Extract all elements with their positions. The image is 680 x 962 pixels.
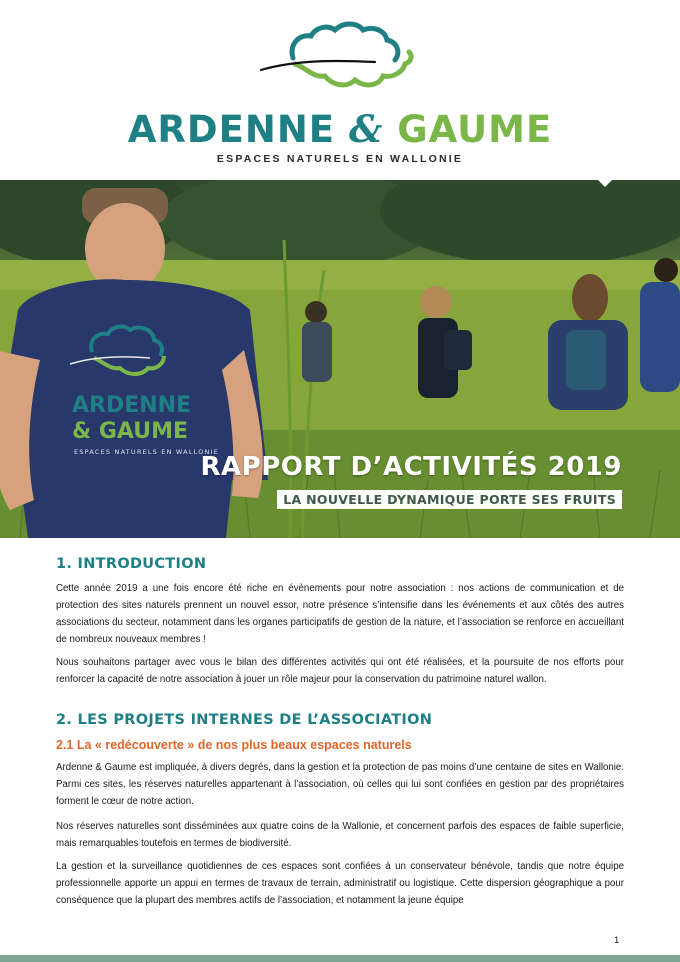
projects-paragraph-2: Nos réserves naturelles sont disséminées aux quatre coins de la Wallonie, et concernent parfois des espaces de faible superficie, mais remarquables toutefois en termes de biodiversité.: [56, 821, 624, 849]
section-heading-projects: 2. LES PROJETS INTERNES DE L’ASSOCIATION: [56, 712, 433, 728]
subsection-heading-2-1: 2.1 La « redécouverte » de nos plus beaux espaces naturels: [56, 738, 412, 752]
intro-paragraph-1: Cette année 2019 a une fois encore été riche en évènements pour notre association : nos actions de communication et de protection des sites naturels prennent un nouvel essor, notre présence s’intensifie dans les événements et aux côtés des autres associations du secteur, notamment dans les organes participatifs de gestion de la nature, et l’association se renforce en accueillant de nombreux nouveaux membres !: [56, 583, 624, 645]
brand-ampersand: &: [348, 107, 384, 151]
report-subtitle: LA NOUVELLE DYNAMIQUE PORTE SES FRUITS: [277, 490, 622, 509]
hero-notch-marker: [598, 180, 612, 187]
document-header: [0, 0, 680, 180]
footer-bar: [0, 955, 680, 962]
projects-paragraph-1: Ardenne & Gaume est impliquée, à divers degrés, dans la gestion et la protection de pas moins d’une centaine de sites en Wallonie. Parmi ces sites, les réserves naturelles appartenant à l’association, où celles qui lui sont confiées en gestion par des propriétaires forment le cœur de notre action.: [56, 762, 624, 807]
intro-paragraph-2: Nous souhaitons partager avec vous le bilan des différentes activités qui ont été réalisées, et la poursuite de nos efforts pour renforcer la capacité de notre association à jouer un rôle majeur pour la conservation du patrimoine naturel wallon.: [56, 657, 624, 685]
brand-name-part2: GAUME: [397, 108, 553, 151]
oak-leaf-icon: [255, 18, 425, 100]
brand-wordmark: [0, 108, 680, 151]
hero-photo-illustration: [0, 180, 680, 538]
section-heading-introduction: 1. INTRODUCTION: [56, 556, 207, 572]
page-number: 1: [614, 935, 620, 946]
tshirt-lettering-1: ARDENNE: [72, 393, 192, 418]
hero-photo: [0, 180, 680, 538]
report-title: RAPPORT D’ACTIVITÉS 2019: [200, 452, 622, 482]
brand-tagline: ESPACES NATURELS EN WALLONIE: [216, 153, 464, 165]
tshirt-lettering-2: & GAUME: [72, 419, 189, 444]
brand-name-part1: ARDENNE: [127, 108, 336, 151]
projects-paragraph-3: La gestion et la surveillance quotidiennes de ces espaces sont confiées à un conservateur bénévole, tandis que notre équipe professionnelle apporte un appui en termes de travaux de terrain, administratif ou logistique. Cette dispersion géographique a pour conséquence que la plupart des membres actifs de l’association, et notamment la jeune équipe: [56, 861, 624, 906]
tshirt-lettering-3: ESPACES NATURELS EN WALLONIE: [74, 448, 220, 456]
